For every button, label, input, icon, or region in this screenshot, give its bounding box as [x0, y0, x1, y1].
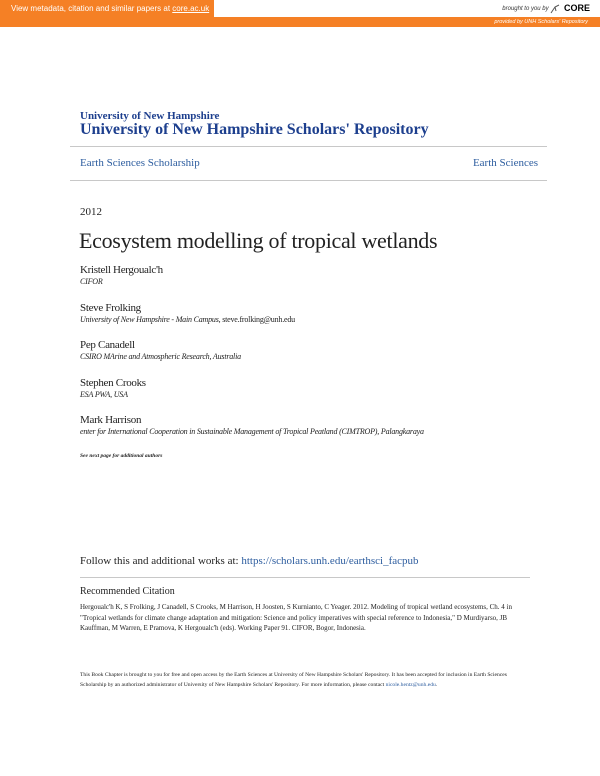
author-entry: [80, 339, 550, 377]
footer-text: This Book Chapter is brought to you for free and open access by the Earth Sciences at University of New Hampshire Scholars' Repository. It has been accepted for inclusion in Earth Sciences Scholarship by an authorized administrator of University of New Hampshire Scholars' Repository. For more information, please contact: [80, 672, 507, 688]
access-footer: [80, 670, 525, 690]
contact-email-link[interactable]: nicole.hentz@unh.edu: [385, 682, 436, 688]
divider: [80, 577, 530, 578]
publication-year: 2012: [80, 206, 102, 218]
author-name: Stephen Crooks: [80, 376, 146, 389]
author-entry: [80, 302, 550, 340]
author-email: , steve.frolking@unh.edu: [218, 314, 295, 324]
author-name: Kristell Hergoualc'h: [80, 264, 163, 276]
author-entry: [80, 414, 550, 452]
author-affiliation: CIFOR: [80, 277, 103, 286]
author-name: Pep Canadell: [80, 339, 135, 351]
breadcrumb-collection[interactable]: Earth Sciences Scholarship: [80, 157, 200, 169]
core-arrow-icon: [550, 4, 560, 14]
author-entry: [80, 264, 550, 302]
repository-name[interactable]: University of New Hampshire Scholars' Repository: [80, 121, 429, 138]
recommended-citation-heading: Recommended Citation: [80, 586, 175, 597]
author-affiliation: University of New Hampshire - Main Campus, steve.frolking@unh.edu: [80, 314, 295, 324]
follow-line: [80, 555, 419, 567]
core-banner: [0, 0, 600, 28]
core-metadata-text: View metadata, citation and similar papers at: [11, 4, 173, 13]
author-name: Mark Harrison: [80, 414, 142, 426]
core-metadata-bar: [0, 0, 214, 17]
author-entry: [80, 377, 550, 415]
provided-by-text: provided by UNH Scholars' Repository: [494, 19, 588, 25]
document-title: Ecosystem modelling of tropical wetlands: [79, 228, 438, 253]
core-link[interactable]: core.ac.uk: [172, 4, 210, 13]
breadcrumb-department[interactable]: Earth Sciences: [472, 157, 538, 169]
footer-end: .: [435, 682, 438, 688]
divider: [70, 146, 547, 147]
author-affiliation: CSIRO MArine and Atmospheric Research, Australia: [80, 352, 241, 361]
core-logo: CORE: [563, 3, 590, 13]
author-name: Steve Frolking: [80, 301, 141, 314]
core-brought-by[interactable]: [214, 0, 600, 17]
author-affiliation: ESA PWA, USA: [80, 389, 128, 399]
provided-by-bar: [0, 17, 600, 27]
institution-name[interactable]: University of New Hampshire: [80, 110, 220, 122]
brought-by-text: brought to you by: [502, 6, 549, 13]
divider: [70, 180, 547, 181]
follow-text: Follow this and additional works at:: [80, 555, 242, 567]
recommended-citation-body: Hergoualc'h K, S Frolking, J Canadell, S Crooks, M Harrison, H Joosten, S Kurnianto, C Yeager. 2012. Modeling of tropical wetland ecosystems, Ch. 4 in "Tropical wetlands for climate change adaptation and mitigation: Science and policy imperatives with special reference to Indonesia," D Murdiyarso, JB Kauffman, M Warren, E Pramova, K Hergoualc'h (eds). Working Paper 91. CIFOR, Bogor, Indonesia.: [80, 603, 512, 632]
follow-link[interactable]: https://scholars.unh.edu/earthsci_facpub: [241, 555, 419, 567]
author-affiliation: enter for International Cooperation in Sustainable Management of Tropical Peatland (CIMTROP), Palangkaraya: [80, 427, 424, 436]
author-list: [80, 264, 550, 452]
see-next-page-note: See next page for additional authors: [80, 453, 163, 459]
